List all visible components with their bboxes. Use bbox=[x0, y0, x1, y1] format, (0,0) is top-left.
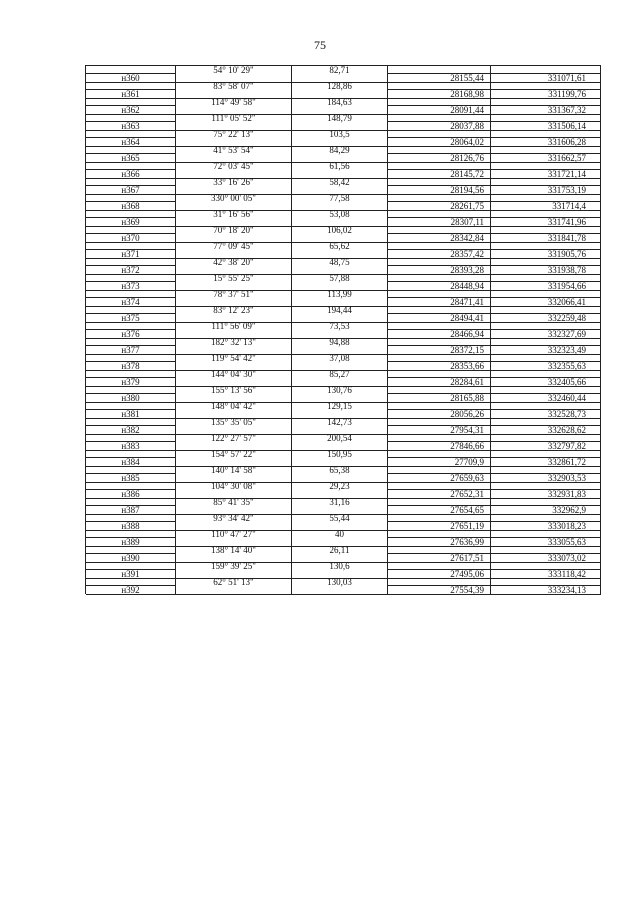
y-coordinate-cell: 333234,13 bbox=[491, 586, 601, 595]
point-cell: н378 bbox=[86, 362, 176, 371]
distance-cell: 26,11 bbox=[292, 546, 388, 554]
distance-cell: 113,99 bbox=[292, 290, 388, 298]
distance-cell: 37,08 bbox=[292, 354, 388, 362]
distance-cell: 150,95 bbox=[292, 450, 388, 458]
distance-cell: 31,16 bbox=[292, 498, 388, 506]
point-cell: н368 bbox=[86, 202, 176, 211]
distance-cell: 77,58 bbox=[292, 194, 388, 202]
x-coordinate-cell: 27636,99 bbox=[388, 538, 491, 547]
point-cell: н377 bbox=[86, 346, 176, 355]
angle-cell: 85° 41' 35" bbox=[176, 498, 292, 506]
point-cell: н379 bbox=[86, 378, 176, 387]
x-coordinate-cell: 28155,44 bbox=[388, 74, 491, 83]
x-coordinate-cell: 27554,39 bbox=[388, 586, 491, 595]
angle-cell: 135° 35' 05" bbox=[176, 418, 292, 426]
angle-cell: 330° 00' 05" bbox=[176, 194, 292, 202]
distance-cell: 65,62 bbox=[292, 242, 388, 250]
x-coordinate-cell: 27654,65 bbox=[388, 506, 491, 515]
table-row bbox=[86, 434, 601, 442]
table-row bbox=[86, 274, 601, 282]
x-coordinate-cell: 27652,31 bbox=[388, 490, 491, 499]
y-coordinate-cell: 332327,69 bbox=[491, 330, 601, 339]
x-coordinate-cell: 28165,88 bbox=[388, 394, 491, 403]
table-row bbox=[86, 322, 601, 330]
y-coordinate-cell: 331741,96 bbox=[491, 218, 601, 227]
distance-cell: 58,42 bbox=[292, 178, 388, 186]
x-coordinate-cell: 28037,88 bbox=[388, 122, 491, 131]
angle-cell: 93° 34' 42" bbox=[176, 514, 292, 522]
x-coordinate-cell: 27954,31 bbox=[388, 426, 491, 435]
angle-cell: 70° 18' 20" bbox=[176, 226, 292, 234]
distance-cell: 128,86 bbox=[292, 82, 388, 90]
y-coordinate-cell: 331506,14 bbox=[491, 122, 601, 131]
angle-cell: 154° 57' 22" bbox=[176, 450, 292, 458]
x-coordinate-cell: 28145,72 bbox=[388, 170, 491, 179]
table-row bbox=[86, 418, 601, 426]
point-cell: н376 bbox=[86, 330, 176, 339]
angle-cell: 119° 54' 42" bbox=[176, 354, 292, 362]
table-row bbox=[86, 370, 601, 378]
table-row bbox=[86, 402, 601, 410]
x-coordinate-cell: 28466,94 bbox=[388, 330, 491, 339]
table-row bbox=[86, 386, 601, 394]
distance-cell: 65,38 bbox=[292, 466, 388, 474]
x-coordinate-cell: 28056,26 bbox=[388, 410, 491, 419]
x-coordinate-cell: 27651,19 bbox=[388, 522, 491, 531]
y-coordinate-cell: 332861,72 bbox=[491, 458, 601, 467]
table-row bbox=[86, 498, 601, 506]
table-row bbox=[86, 98, 601, 106]
point-cell: н387 bbox=[86, 506, 176, 515]
table-row bbox=[86, 306, 601, 314]
angle-cell: 31° 16' 56" bbox=[176, 210, 292, 218]
table-row bbox=[86, 466, 601, 474]
distance-cell: 82,71 bbox=[292, 66, 388, 74]
point-cell: н388 bbox=[86, 522, 176, 531]
y-coordinate-cell: 332931,83 bbox=[491, 490, 601, 499]
table-row bbox=[86, 146, 601, 154]
table-row bbox=[86, 130, 601, 138]
angle-cell: 62° 51' 13" bbox=[176, 578, 292, 586]
point-cell: н375 bbox=[86, 314, 176, 323]
angle-cell: 159° 39' 25" bbox=[176, 562, 292, 570]
x-coordinate-cell: 28353,66 bbox=[388, 362, 491, 371]
distance-cell: 61,56 bbox=[292, 162, 388, 170]
angle-cell: 111° 05' 52" bbox=[176, 114, 292, 122]
y-coordinate-cell: 332797,82 bbox=[491, 442, 601, 451]
distance-cell: 103,5 bbox=[292, 130, 388, 138]
distance-cell: 94,88 bbox=[292, 338, 388, 346]
y-coordinate-cell: 333118,42 bbox=[491, 570, 601, 579]
distance-cell: 130,6 bbox=[292, 562, 388, 570]
point-cell: н374 bbox=[86, 298, 176, 307]
distance-cell: 130,76 bbox=[292, 386, 388, 394]
angle-cell: 83° 12' 23" bbox=[176, 306, 292, 314]
angle-cell: 144° 04' 30" bbox=[176, 370, 292, 378]
x-coordinate-cell: 27709,9 bbox=[388, 458, 491, 467]
table-row bbox=[86, 354, 601, 362]
point-cell: н385 bbox=[86, 474, 176, 483]
x-coordinate-cell: 28471,41 bbox=[388, 298, 491, 307]
table-row bbox=[86, 242, 601, 250]
point-cell: н365 bbox=[86, 154, 176, 163]
y-coordinate-cell: 331938,78 bbox=[491, 266, 601, 275]
angle-cell: 148° 04' 42" bbox=[176, 402, 292, 410]
point-cell: н384 bbox=[86, 458, 176, 467]
point-cell: н361 bbox=[86, 90, 176, 99]
distance-cell: 84,29 bbox=[292, 146, 388, 154]
angle-cell: 78° 37' 51" bbox=[176, 290, 292, 298]
table-row bbox=[86, 178, 601, 186]
point-cell: н370 bbox=[86, 234, 176, 243]
x-coordinate-cell: 28357,42 bbox=[388, 250, 491, 259]
distance-cell-blank bbox=[292, 586, 388, 595]
y-coordinate-cell: 332323,49 bbox=[491, 346, 601, 355]
point-cell: н364 bbox=[86, 138, 176, 147]
table-row bbox=[86, 66, 601, 74]
y-coordinate-cell: 331367,32 bbox=[491, 106, 601, 115]
distance-cell: 48,75 bbox=[292, 258, 388, 266]
x-coordinate-cell: 28284,61 bbox=[388, 378, 491, 387]
angle-cell: 54° 10' 29" bbox=[176, 66, 292, 74]
distance-cell: 106,02 bbox=[292, 226, 388, 234]
angle-cell: 72° 03' 45" bbox=[176, 162, 292, 170]
angle-cell: 15° 55' 25" bbox=[176, 274, 292, 282]
point-cell: н360 bbox=[86, 74, 176, 83]
y-coordinate-cell: 332628,62 bbox=[491, 426, 601, 435]
point-cell: н380 bbox=[86, 394, 176, 403]
distance-cell: 73,53 bbox=[292, 322, 388, 330]
distance-cell: 130,03 bbox=[292, 578, 388, 586]
distance-cell: 184,63 bbox=[292, 98, 388, 106]
y-coordinate-cell: 332066,41 bbox=[491, 298, 601, 307]
x-coordinate-cell: 27495,06 bbox=[388, 570, 491, 579]
x-coordinate-cell: 28091,44 bbox=[388, 106, 491, 115]
angle-cell: 138° 14' 40" bbox=[176, 546, 292, 554]
angle-cell: 140° 14' 58" bbox=[176, 466, 292, 474]
distance-cell: 57,88 bbox=[292, 274, 388, 282]
x-coordinate-cell: 28342,84 bbox=[388, 234, 491, 243]
x-coordinate-cell: 28126,76 bbox=[388, 154, 491, 163]
distance-cell: 142,73 bbox=[292, 418, 388, 426]
x-coordinate-cell: 28448,94 bbox=[388, 282, 491, 291]
y-coordinate-cell: 331199,76 bbox=[491, 90, 601, 99]
y-coordinate-cell: 331721,14 bbox=[491, 170, 601, 179]
distance-cell: 129,15 bbox=[292, 402, 388, 410]
table-row bbox=[86, 562, 601, 570]
angle-cell: 42° 38' 20" bbox=[176, 258, 292, 266]
y-coordinate-cell: 331606,28 bbox=[491, 138, 601, 147]
x-coordinate-cell: 28261,75 bbox=[388, 202, 491, 211]
point-cell: н392 bbox=[86, 586, 176, 595]
point-cell: н371 bbox=[86, 250, 176, 259]
table-row bbox=[86, 450, 601, 458]
y-coordinate-cell: 333055,63 bbox=[491, 538, 601, 547]
point-cell: н362 bbox=[86, 106, 176, 115]
angle-cell: 110° 47' 27" bbox=[176, 530, 292, 538]
page-number: 75 bbox=[314, 38, 326, 52]
y-coordinate-cell: 331662,57 bbox=[491, 154, 601, 163]
table-row bbox=[86, 482, 601, 490]
table-row bbox=[86, 578, 601, 586]
point-cell: н363 bbox=[86, 122, 176, 131]
angle-cell: 75° 22' 13" bbox=[176, 130, 292, 138]
y-coordinate-cell: 332903,53 bbox=[491, 474, 601, 483]
y-coordinate-cell: 332460,44 bbox=[491, 394, 601, 403]
table-row bbox=[86, 546, 601, 554]
point-cell: н391 bbox=[86, 570, 176, 579]
table-row bbox=[86, 194, 601, 202]
angle-cell: 33° 16' 26" bbox=[176, 178, 292, 186]
angle-cell: 83° 58' 07" bbox=[176, 82, 292, 90]
y-coordinate-cell: 331905,76 bbox=[491, 250, 601, 259]
y-coordinate-cell: 332962,9 bbox=[491, 506, 601, 515]
x-coordinate-cell: 27659,63 bbox=[388, 474, 491, 483]
distance-cell: 40 bbox=[292, 530, 388, 538]
y-coordinate-cell: 332259,48 bbox=[491, 314, 601, 323]
angle-cell: 41° 53' 54" bbox=[176, 146, 292, 154]
x-coordinate-cell: 28307,11 bbox=[388, 218, 491, 227]
x-coordinate-cell: 28393,28 bbox=[388, 266, 491, 275]
y-coordinate-cell: 331753,19 bbox=[491, 186, 601, 195]
y-coordinate-cell: 333073,02 bbox=[491, 554, 601, 563]
table-row bbox=[86, 114, 601, 122]
y-coordinate-cell: 331714,4 bbox=[491, 202, 601, 211]
table-row bbox=[86, 530, 601, 538]
x-coordinate-cell: 28372,15 bbox=[388, 346, 491, 355]
table-row bbox=[86, 586, 601, 594]
table-row bbox=[86, 82, 601, 90]
table-row bbox=[86, 210, 601, 218]
point-cell: н386 bbox=[86, 490, 176, 499]
table-row bbox=[86, 290, 601, 298]
distance-cell: 200,54 bbox=[292, 434, 388, 442]
y-coordinate-cell: 332528,73 bbox=[491, 410, 601, 419]
angle-cell: 114° 49' 58" bbox=[176, 98, 292, 106]
y-coordinate-cell: 332405,66 bbox=[491, 378, 601, 387]
point-cell: н372 bbox=[86, 266, 176, 275]
distance-cell: 53,08 bbox=[292, 210, 388, 218]
y-coordinate-cell: 331954,66 bbox=[491, 282, 601, 291]
point-cell: н389 bbox=[86, 538, 176, 547]
angle-cell: 182° 32' 13" bbox=[176, 338, 292, 346]
distance-cell: 85,27 bbox=[292, 370, 388, 378]
point-cell: н383 bbox=[86, 442, 176, 451]
point-cell: н369 bbox=[86, 218, 176, 227]
table-row bbox=[86, 514, 601, 522]
y-coordinate-cell: 333018,23 bbox=[491, 522, 601, 531]
distance-cell: 29,23 bbox=[292, 482, 388, 490]
y-coordinate-cell: 331071,61 bbox=[491, 74, 601, 83]
point-cell: н381 bbox=[86, 410, 176, 419]
x-coordinate-cell: 28494,41 bbox=[388, 314, 491, 323]
x-coordinate-cell: 28168,98 bbox=[388, 90, 491, 99]
point-cell: н366 bbox=[86, 170, 176, 179]
angle-cell: 104° 30' 08" bbox=[176, 482, 292, 490]
table-row bbox=[86, 162, 601, 170]
x-coordinate-cell: 27846,66 bbox=[388, 442, 491, 451]
angle-cell: 111° 56' 09" bbox=[176, 322, 292, 330]
point-cell: н373 bbox=[86, 282, 176, 291]
angle-cell: 77° 09' 45" bbox=[176, 242, 292, 250]
distance-cell: 194,44 bbox=[292, 306, 388, 314]
x-coordinate-cell: 28194,56 bbox=[388, 186, 491, 195]
x-coordinate-cell: 27617,51 bbox=[388, 554, 491, 563]
x-coordinate-cell: 28064,02 bbox=[388, 138, 491, 147]
angle-cell: 155° 13' 56" bbox=[176, 386, 292, 394]
distance-cell: 55,44 bbox=[292, 514, 388, 522]
y-coordinate-cell: 331841,78 bbox=[491, 234, 601, 243]
y-coordinate-cell: 332355,63 bbox=[491, 362, 601, 371]
point-cell: н367 bbox=[86, 186, 176, 195]
distance-cell: 148,79 bbox=[292, 114, 388, 122]
angle-cell: 122° 27' 57" bbox=[176, 434, 292, 442]
table-row bbox=[86, 338, 601, 346]
point-cell: н390 bbox=[86, 554, 176, 563]
angle-cell-blank bbox=[176, 586, 292, 595]
table-row bbox=[86, 226, 601, 234]
table-row bbox=[86, 258, 601, 266]
coordinates-table bbox=[85, 65, 601, 594]
point-cell: н382 bbox=[86, 426, 176, 435]
